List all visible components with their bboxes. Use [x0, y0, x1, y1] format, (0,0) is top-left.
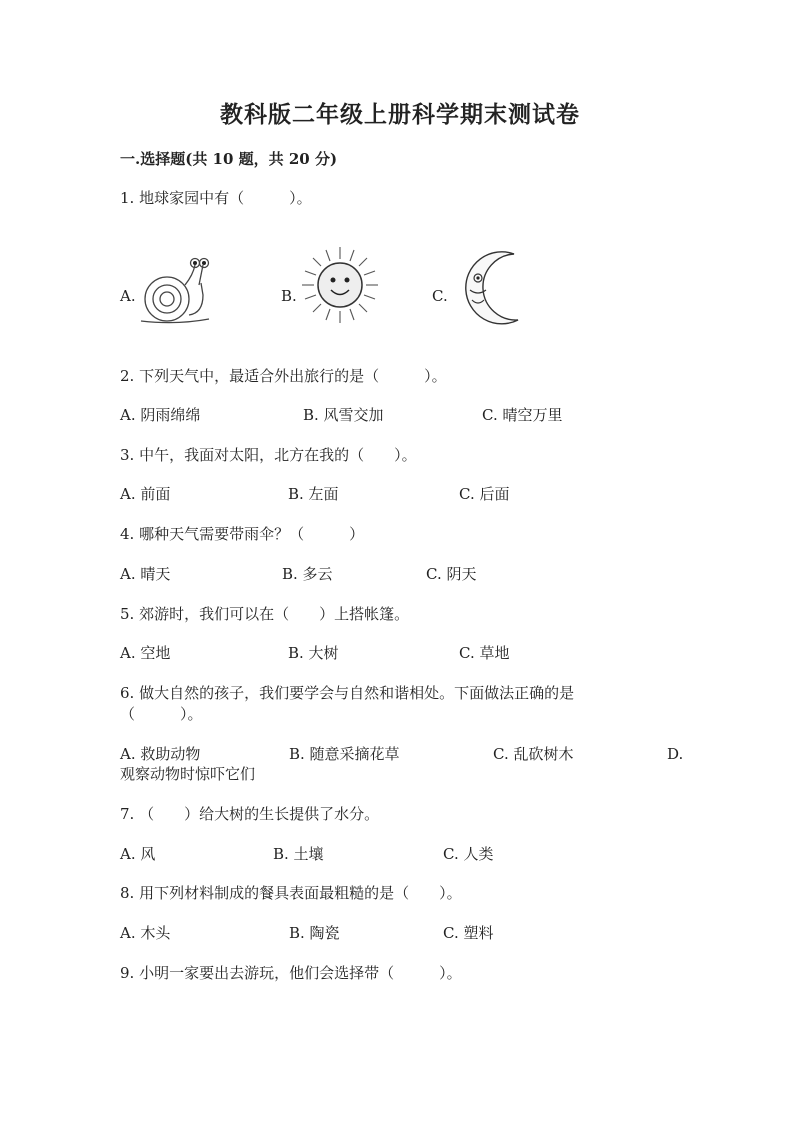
question-5-option-c[interactable]: C. 草地 — [459, 644, 510, 662]
question-1-option-b[interactable]: B. — [281, 287, 297, 305]
question-6-stem: 6. 做大自然的孩子，我们要学会与自然和谐相处。下面做法正确的是 — [120, 684, 575, 702]
question-6-option-b[interactable]: B. 随意采摘花草 — [289, 745, 400, 763]
question-6-stem-cont: （ ）。 — [120, 705, 203, 723]
question-1-option-c[interactable]: C. — [432, 287, 448, 305]
question-5-option-b[interactable]: B. 大树 — [288, 644, 339, 662]
question-8-option-a[interactable]: A. 木头 — [120, 924, 171, 942]
question-3-stem: 3. 中午，我面对太阳，北方在我的（ ）。 — [120, 446, 417, 464]
question-1-stem: 1. 地球家园中有（ ）。 — [120, 189, 312, 207]
question-2-option-c[interactable]: C. 晴空万里 — [482, 406, 563, 424]
question-8-option-b[interactable]: B. 陶瓷 — [289, 924, 340, 942]
question-7-option-c[interactable]: C. 人类 — [443, 845, 494, 863]
question-7-option-b[interactable]: B. 土壤 — [273, 845, 324, 863]
question-3-option-c[interactable]: C. 后面 — [459, 485, 510, 503]
question-4-option-a[interactable]: A. 晴天 — [120, 565, 171, 583]
question-4-option-b[interactable]: B. 多云 — [282, 565, 333, 583]
question-5-option-a[interactable]: A. 空地 — [120, 644, 171, 662]
section-heading: 一.选择题(共 10 题，共 20 分) — [120, 150, 338, 168]
question-3-option-b[interactable]: B. 左面 — [288, 485, 339, 503]
question-2-option-b[interactable]: B. 风雪交加 — [303, 406, 384, 424]
sun-icon — [300, 245, 380, 329]
question-2-stem: 2. 下列天气中，最适合外出旅行的是（ ）。 — [120, 367, 447, 385]
snail-icon — [137, 255, 217, 331]
question-2-option-a[interactable]: A. 阴雨绵绵 — [120, 406, 201, 424]
question-3-option-a[interactable]: A. 前面 — [120, 485, 171, 503]
question-6-option-c[interactable]: C. 乱砍树木 — [493, 745, 574, 763]
question-7-stem: 7. （ ）给大树的生长提供了水分。 — [120, 805, 380, 823]
question-5-stem: 5. 郊游时，我们可以在（ ）上搭帐篷。 — [120, 605, 410, 623]
question-6-option-d-text[interactable]: 观察动物时惊吓它们 — [120, 765, 256, 783]
question-8-stem: 8. 用下列材料制成的餐具表面最粗糙的是（ ）。 — [120, 884, 462, 902]
question-7-option-a[interactable]: A. 风 — [120, 845, 156, 863]
moon-icon — [448, 250, 524, 332]
page-title: 教科版二年级上册科学期末测试卷 — [220, 101, 580, 128]
question-6-option-a[interactable]: A. 救助动物 — [120, 745, 201, 763]
question-4-stem: 4. 哪种天气需要带雨伞？（ ） — [120, 525, 365, 543]
question-9-stem: 9. 小明一家要出去游玩，他们会选择带（ ）。 — [120, 964, 462, 982]
question-8-option-c[interactable]: C. 塑料 — [443, 924, 494, 942]
question-1-option-a[interactable]: A. — [120, 287, 136, 305]
question-6-option-d[interactable]: D. — [667, 745, 684, 763]
question-4-option-c[interactable]: C. 阴天 — [426, 565, 477, 583]
